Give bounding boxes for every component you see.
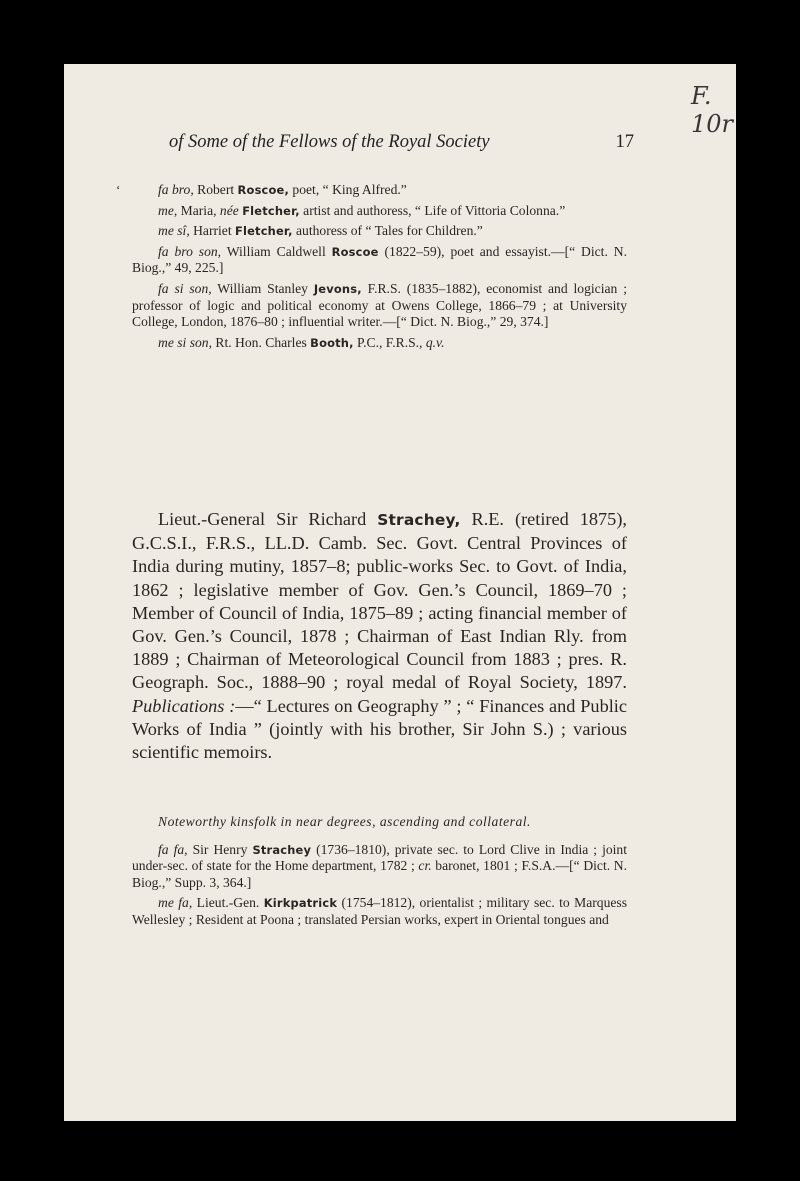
book-page [64, 64, 736, 1121]
list-item: fa bro, Robert Roscoe, poet, “ King Alfred.” [158, 182, 407, 197]
list-item: me si son, Rt. Hon. Charles Booth, P.C., F.R.S., q.v. [158, 334, 445, 350]
subject-name: Strachey, [377, 511, 461, 529]
publications-label: Publications : [132, 695, 236, 716]
kinsfolk-section [132, 814, 627, 929]
margin-mark: ‘ [116, 182, 121, 197]
list-item: fa bro son, William Caldwell Roscoe (1822–59), poet and essayist.—[“ Dict. N. Biog.,” 49, 225.] [132, 243, 627, 276]
list-item: me fa, Lieut.-Gen. Kirkpatrick (1754–1812), orientalist ; military sec. to Marquess Wellesley ; Resident at Poona ; translated Persian works, expert in Oriental tongues and [132, 895, 627, 927]
page-number: 17 [615, 132, 634, 152]
running-head-title: of Some of the Fellows of the Royal Society [169, 132, 490, 152]
biography-paragraph: Lieut.-General Sir Richard Strachey, R.E. (retired 1875), G.C.S.I., F.R.S., LL.D. Camb. Sec. Govt. Central Provinces of India during mutiny, 1857–8; public-works Sec. to Govt. of India, 1862 ; legislative member of Gov. Gen.’s Council, 1869–70 ; Member of Council of India, 1875–89 ; acting financial member of Gov. Gen.’s Council, 1878 ; Chairman of East Indian Rly. from 1889 ; Chairman of Meteorological Council from 1883 ; pres. R. Geograph. Soc., 1888–90 ; royal medal of Royal Society, 1897. Publications :—“ Lectures on Geography ” ; “ Finances and Public Works of India ” (jointly with his brother, Sir John S.) ; various scientific memoirs. [132, 509, 627, 763]
list-item: me sî, Harriet Fletcher, authoress of “ Tales for Children.” [158, 223, 483, 239]
list-item: me, Maria, née Fletcher, artist and authoress, “ Life of Vittoria Colonna.” [158, 202, 566, 218]
main-biography [132, 508, 627, 764]
section-heading: Noteworthy kinsfolk in near degrees, ascending and collateral. [158, 814, 531, 829]
list-item: fa fa, Sir Henry Strachey (1736–1810), private sec. to Lord Clive in India ; joint under-sec. of state for the Home department, 1782 ; cr. baronet, 1801 ; F.S.A.—[“ Dict. N. Biog.,” Supp. 3, 364.] [132, 841, 628, 890]
folio-annotation: F. 10r [691, 82, 734, 138]
running-head [169, 132, 634, 153]
list-item: fa si son, William Stanley Jevons, F.R.S. (1835–1882), economist and logician ; professor of logic and political economy at Owens College, 1866–79 ; at University College, London, 1876–80 ; influential writer.—[“ Dict. N. Biog.,” 29, 374.] [132, 280, 627, 330]
top-kinsfolk-list [132, 182, 627, 351]
